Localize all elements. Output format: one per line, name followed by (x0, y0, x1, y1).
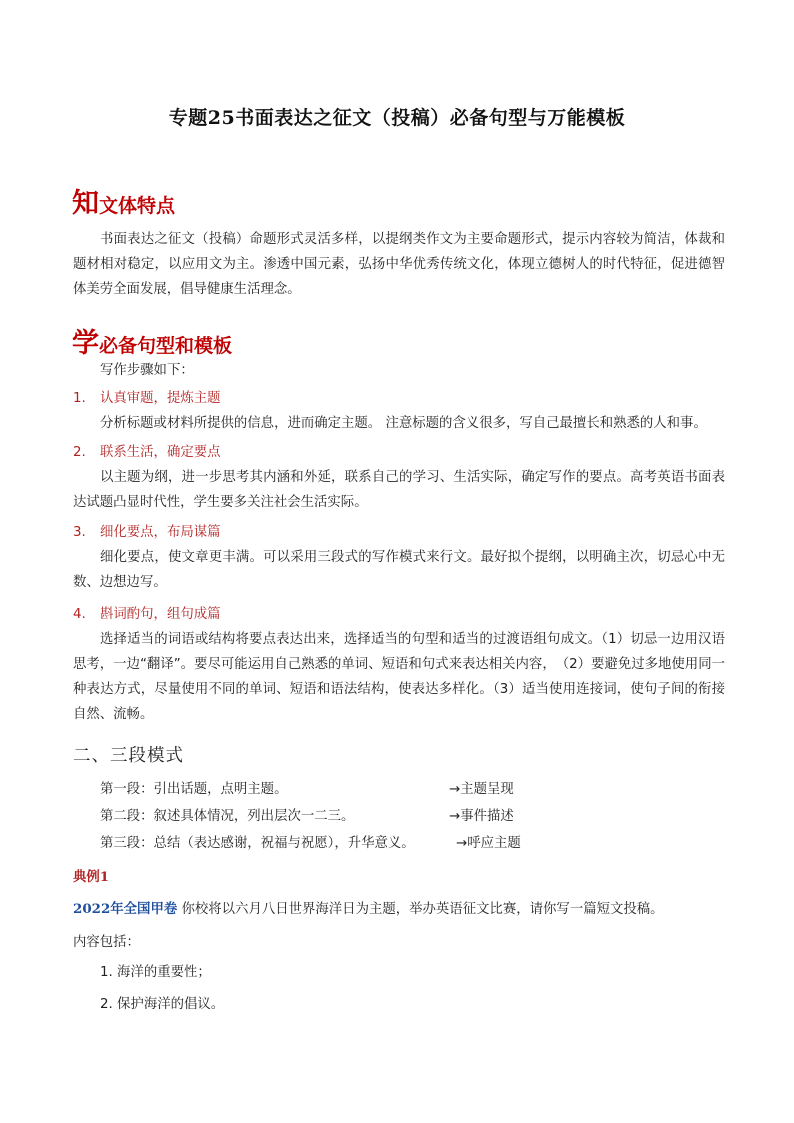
content-label: 内容包括： (73, 935, 140, 950)
step-title (73, 603, 221, 622)
step-paragraph: 分析标题或材料所提供的信息，进而确定主题。 注意标题的含义很多，写自己最擅长和熟悉的人和事。 (100, 416, 707, 431)
mode-row-right: →事件描述 (449, 809, 514, 824)
section-heading-big-char: 学 (72, 328, 99, 359)
example-label: 典例1 (73, 869, 110, 885)
mode-row-left: 第三段：总结（表达感谢，祝福与祝愿），升华意义。 (100, 836, 415, 851)
steps-intro: 写作步骤如下： (100, 363, 194, 378)
step-paragraph: 选择适当的词语或结构将要点表达出来，选择适当的句型和适当的过渡语组句成文。（1）切忌一边用汉语思考，一边“翻译”。要尽可能运用自己熟悉的单词、短语和句式来表达相关内容， （2）要避免过多地使用同一种表达方式，尽量使用不同的单词、短语和语法结构，使表达多样化。（3）适当使用连接词，使句子间的衔接自然、流畅。 (73, 632, 725, 722)
step-paragraph: 以主题为纲，进一步思考其内涵和外延，联系自己的学习、生活实际，确定写作的要点。高考英语书面表达试题凸显时代性，学生要多关注社会生活实际。 (73, 470, 725, 510)
section-heading-big-char: 知 (72, 188, 99, 219)
step-title (73, 387, 221, 406)
step-number: 1. (73, 391, 86, 406)
example-prompt: 你校将以六月八日世界海洋日为主题，举办英语征文比赛，请你写一篇短文投稿。 (177, 902, 664, 917)
step-title-text: 联系生活，确定要点 (100, 445, 221, 460)
step-number: 2. (73, 445, 86, 460)
example-source: 2022年全国甲卷 (73, 901, 178, 917)
step-paragraph: 细化要点，使文章更丰满。可以采用三段式的写作模式来行文。最好拟个提纲，以明确主次，切忌心中无数、边想边写。 (73, 550, 725, 590)
mode-row-left: 第一段：引出话题，点明主题。 (100, 782, 288, 797)
step-title-text: 细化要点，布局谋篇 (100, 525, 221, 540)
section-heading-templates (72, 321, 232, 360)
three-paragraph-heading: 二、三段模式 (73, 746, 184, 766)
features-paragraph: 书面表达之征文（投稿）命题形式灵活多样，以提纲类作文为主要命题形式，提示内容较为简洁，体裁和题材相对稳定，以应用文为主。渗透中国元素，弘扬中华优秀传统文化，体现立德树人的时代特征，促进德智体美劳全面发展，倡导健康生活理念。 (73, 232, 725, 297)
section-heading-features (72, 181, 175, 220)
step-title-text: 认真审题，提炼主题 (100, 391, 221, 406)
step-title (73, 441, 221, 460)
page-title: 专题25书面表达之征文（投稿）必备句型与万能模板 (168, 107, 626, 129)
step-title (73, 521, 221, 540)
mode-row-left: 第二段：叙述具体情况，列出层次一二三。 (100, 809, 355, 824)
example-prompt-line (73, 898, 664, 917)
section-heading-text: 文体特点 (99, 195, 176, 217)
mode-row-right: →呼应主题 (456, 836, 521, 851)
content-item: 2. 保护海洋的倡议。 (100, 997, 225, 1012)
step-title-text: 斟词酌句，组句成篇 (100, 607, 221, 622)
mode-row-right: →主题呈现 (449, 782, 514, 797)
section-heading-text: 必备句型和模板 (99, 335, 233, 357)
step-number: 3. (73, 525, 86, 540)
step-number: 4. (73, 607, 86, 622)
content-item: 1. 海洋的重要性； (100, 965, 211, 980)
